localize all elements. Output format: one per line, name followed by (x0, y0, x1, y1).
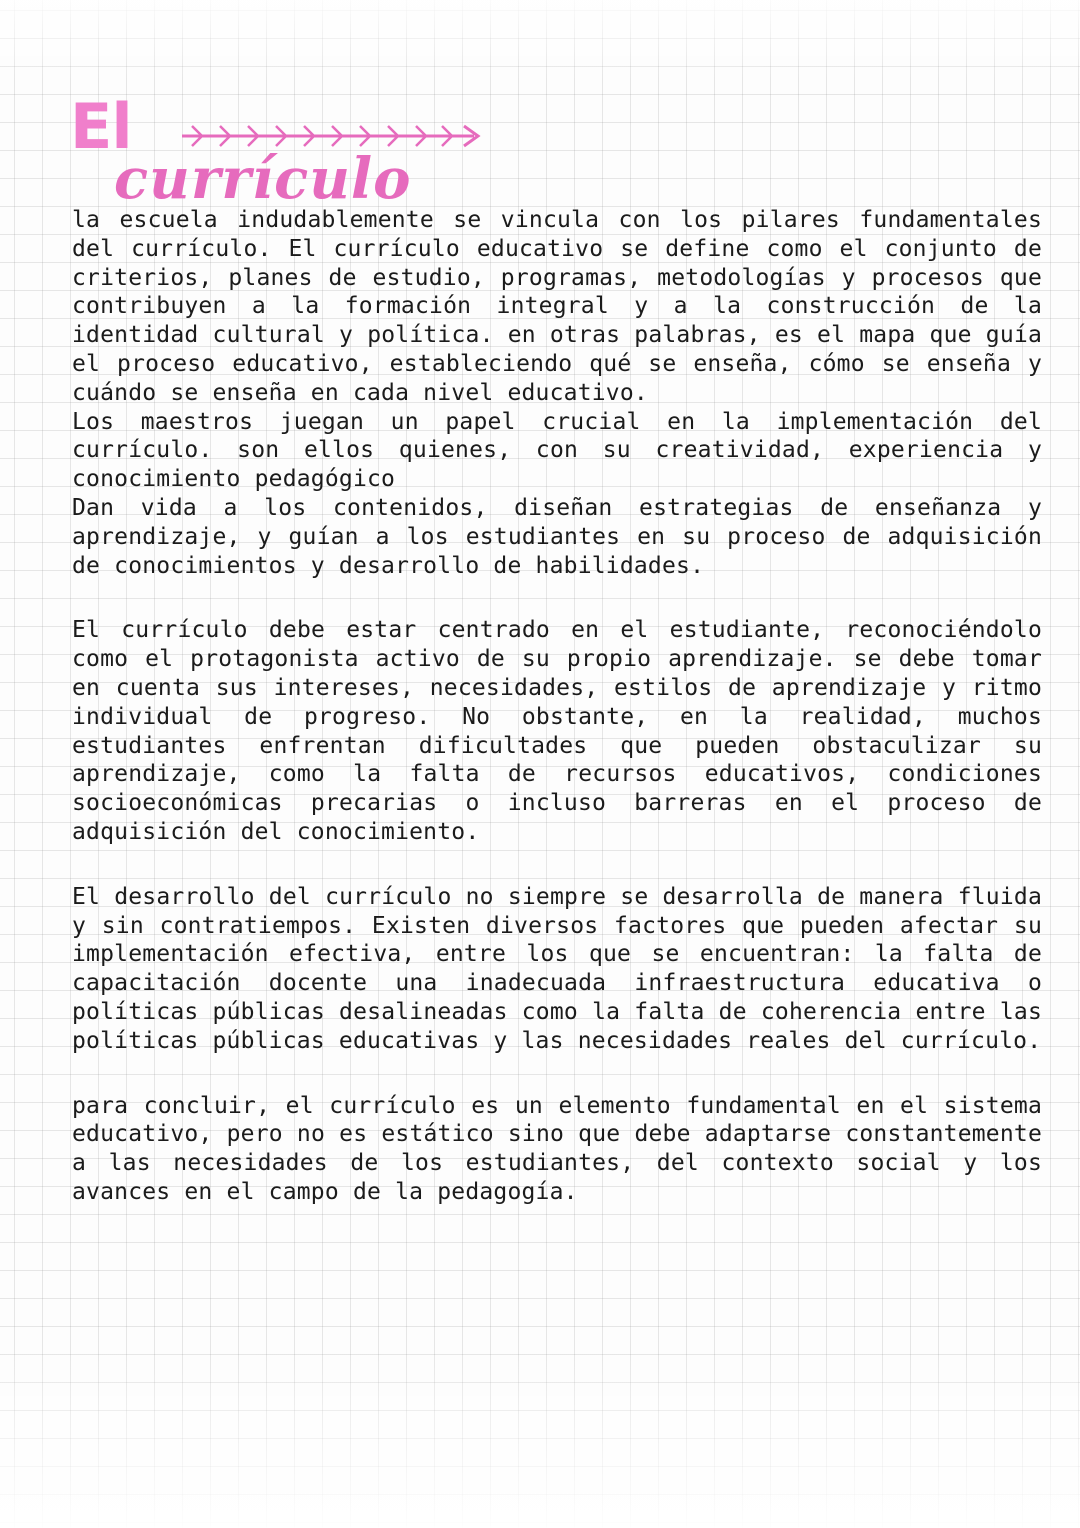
page-bottom-fade (0, 1348, 1080, 1528)
title-line-2: currículo (114, 146, 412, 212)
paragraph-6: para concluir, el currículo es un elemento fundamental en el sistema educativo, pero no es estático sino que debe adaptarse constantemente a las necesidades de los estudiantes, del contexto social y los avances en el campo de la pedagogía. (72, 1092, 1042, 1205)
paragraph-gap (72, 847, 1042, 883)
paragraph-4: El currículo debe estar centrado en el estudiante, reconociéndolo como el protagonista activo de su propio aprendizaje. se debe tomar en cuenta sus intereses, necesidades, estilos de aprendizaje y ritmo individual de progreso. No obstante, en la realidad, muchos estudiantes enfrentan dificultades que pueden obstaculizar su aprendizaje, como la falta de recursos educativos, condiciones socioeconómicas precarias o incluso barreras en el proceso de adquisición del conocimiento. (72, 617, 1042, 845)
paragraph-gap (72, 580, 1042, 616)
paragraph-5: El desarrollo del currículo no siempre se desarrolla de manera fluida y sin contratiempos. Existen diversos factores que pueden afectar su implementación efectiva, entre los que se encuentran: la falta de capacitación docente una inadecuada infraestructura educativa o políticas públicas desalineadas como la falta de coherencia entre las políticas públicas educativas y las necesidades reales del currículo. (72, 883, 1042, 1054)
note-body (72, 206, 1042, 1207)
paragraph-3: Dan vida a los contenidos, diseñan estrategias de enseñanza y aprendizaje, y guían a los estudiantes en su proceso de adquisición de conocimientos y desarrollo de habilidades. (72, 494, 1042, 579)
title-line-1: El (70, 90, 132, 163)
page-top-fade (0, 0, 1080, 80)
paragraph-1: la escuela indudablemente se vincula con los pilares fundamentales del currículo. El currículo educativo se define como el conjunto de criterios, planes de estudio, programas, metodologías y procesos que contribuyen a la formación integral y a la construcción de la identidad cultural y política. en otras palabras, es el mapa que guía el proceso educativo, estableciendo qué se enseña, cómo se enseña y cuándo se enseña en cada nivel educativo. (72, 207, 1042, 406)
paragraph-gap (72, 1056, 1042, 1092)
title-block (70, 90, 490, 216)
paragraph-2: Los maestros juegan un papel crucial en la implementación del currículo. son ellos quienes, con su creatividad, experiencia y conocimiento pedagógico (72, 408, 1042, 493)
